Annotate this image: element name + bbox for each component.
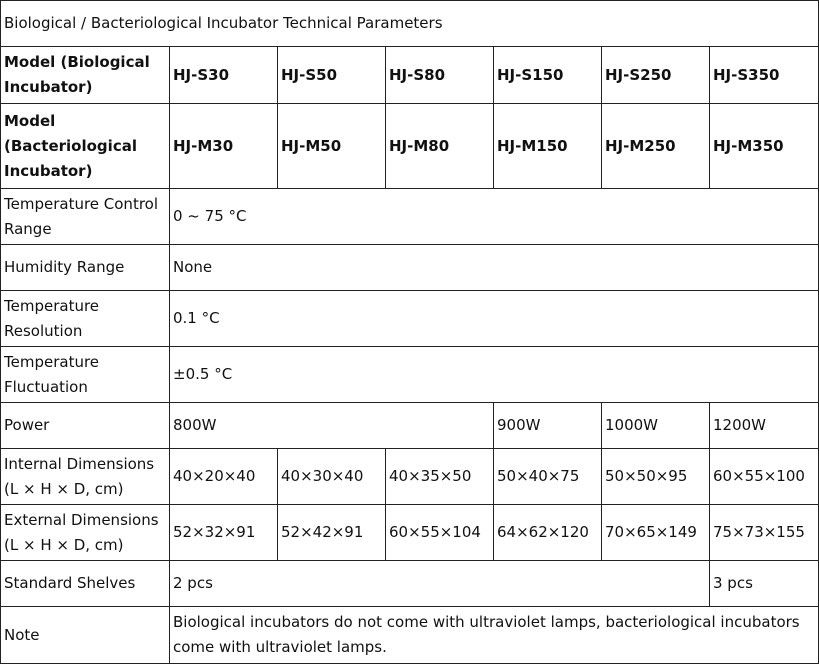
note-value: Biological incubators do not come with ultraviolet lamps, bacteriological incubators come with ultraviolet lamps. <box>170 607 819 664</box>
external-dimension-cell: 75×73×155 <box>710 505 819 561</box>
row-label-temperature-range: Temperature Control Range <box>1 189 170 245</box>
row-label-note: Note <box>1 607 170 664</box>
humidity-value: None <box>170 245 819 291</box>
model-bacteriological-cell: HJ-M350 <box>710 104 819 189</box>
shelves-cell: 2 pcs <box>170 561 710 607</box>
title-row <box>1 1 819 47</box>
table-row-note <box>1 607 819 664</box>
row-label-resolution: Temperature Resolution <box>1 291 170 347</box>
table-row-fluctuation <box>1 347 819 403</box>
row-label-internal-dimensions: Internal Dimensions (L × H × D, cm) <box>1 449 170 505</box>
table-row-external-dimensions <box>1 505 819 561</box>
internal-dimension-cell: 40×30×40 <box>278 449 386 505</box>
temperature-range-value: 0 ~ 75 °C <box>170 189 819 245</box>
internal-dimension-cell: 40×20×40 <box>170 449 278 505</box>
internal-dimension-cell: 40×35×50 <box>386 449 494 505</box>
external-dimension-cell: 52×32×91 <box>170 505 278 561</box>
table-row-humidity <box>1 245 819 291</box>
power-cell: 900W <box>494 403 602 449</box>
row-label-external-dimensions: External Dimensions (L × H × D, cm) <box>1 505 170 561</box>
row-label-fluctuation: Temperature Fluctuation <box>1 347 170 403</box>
power-cell: 800W <box>170 403 494 449</box>
model-bacteriological-cell: HJ-M250 <box>602 104 710 189</box>
external-dimension-cell: 70×65×149 <box>602 505 710 561</box>
internal-dimension-cell: 60×55×100 <box>710 449 819 505</box>
row-label-model-biological: Model (Biological Incubator) <box>1 47 170 104</box>
table-row-model-biological <box>1 47 819 104</box>
resolution-value: 0.1 °C <box>170 291 819 347</box>
power-cell: 1200W <box>710 403 819 449</box>
external-dimension-cell: 64×62×120 <box>494 505 602 561</box>
external-dimension-cell: 52×42×91 <box>278 505 386 561</box>
external-dimension-cell: 60×55×104 <box>386 505 494 561</box>
row-label-shelves: Standard Shelves <box>1 561 170 607</box>
table-row-power <box>1 403 819 449</box>
table-row-model-bacteriological <box>1 104 819 189</box>
model-biological-cell: HJ-S350 <box>710 47 819 104</box>
row-label-model-bacteriological: Model (Bacteriological Incubator) <box>1 104 170 189</box>
model-bacteriological-cell: HJ-M50 <box>278 104 386 189</box>
model-biological-cell: HJ-S30 <box>170 47 278 104</box>
model-bacteriological-cell: HJ-M30 <box>170 104 278 189</box>
model-biological-cell: HJ-S80 <box>386 47 494 104</box>
row-label-humidity: Humidity Range <box>1 245 170 291</box>
model-biological-cell: HJ-S50 <box>278 47 386 104</box>
table-row-temperature-range <box>1 189 819 245</box>
row-label-power: Power <box>1 403 170 449</box>
shelves-cell: 3 pcs <box>710 561 819 607</box>
table-title: Biological / Bacteriological Incubator Technical Parameters <box>1 1 819 47</box>
table-row-resolution <box>1 291 819 347</box>
model-biological-cell: HJ-S150 <box>494 47 602 104</box>
fluctuation-value: ±0.5 °C <box>170 347 819 403</box>
internal-dimension-cell: 50×50×95 <box>602 449 710 505</box>
table-row-shelves <box>1 561 819 607</box>
internal-dimension-cell: 50×40×75 <box>494 449 602 505</box>
model-bacteriological-cell: HJ-M150 <box>494 104 602 189</box>
model-biological-cell: HJ-S250 <box>602 47 710 104</box>
model-bacteriological-cell: HJ-M80 <box>386 104 494 189</box>
table-row-internal-dimensions <box>1 449 819 505</box>
power-cell: 1000W <box>602 403 710 449</box>
